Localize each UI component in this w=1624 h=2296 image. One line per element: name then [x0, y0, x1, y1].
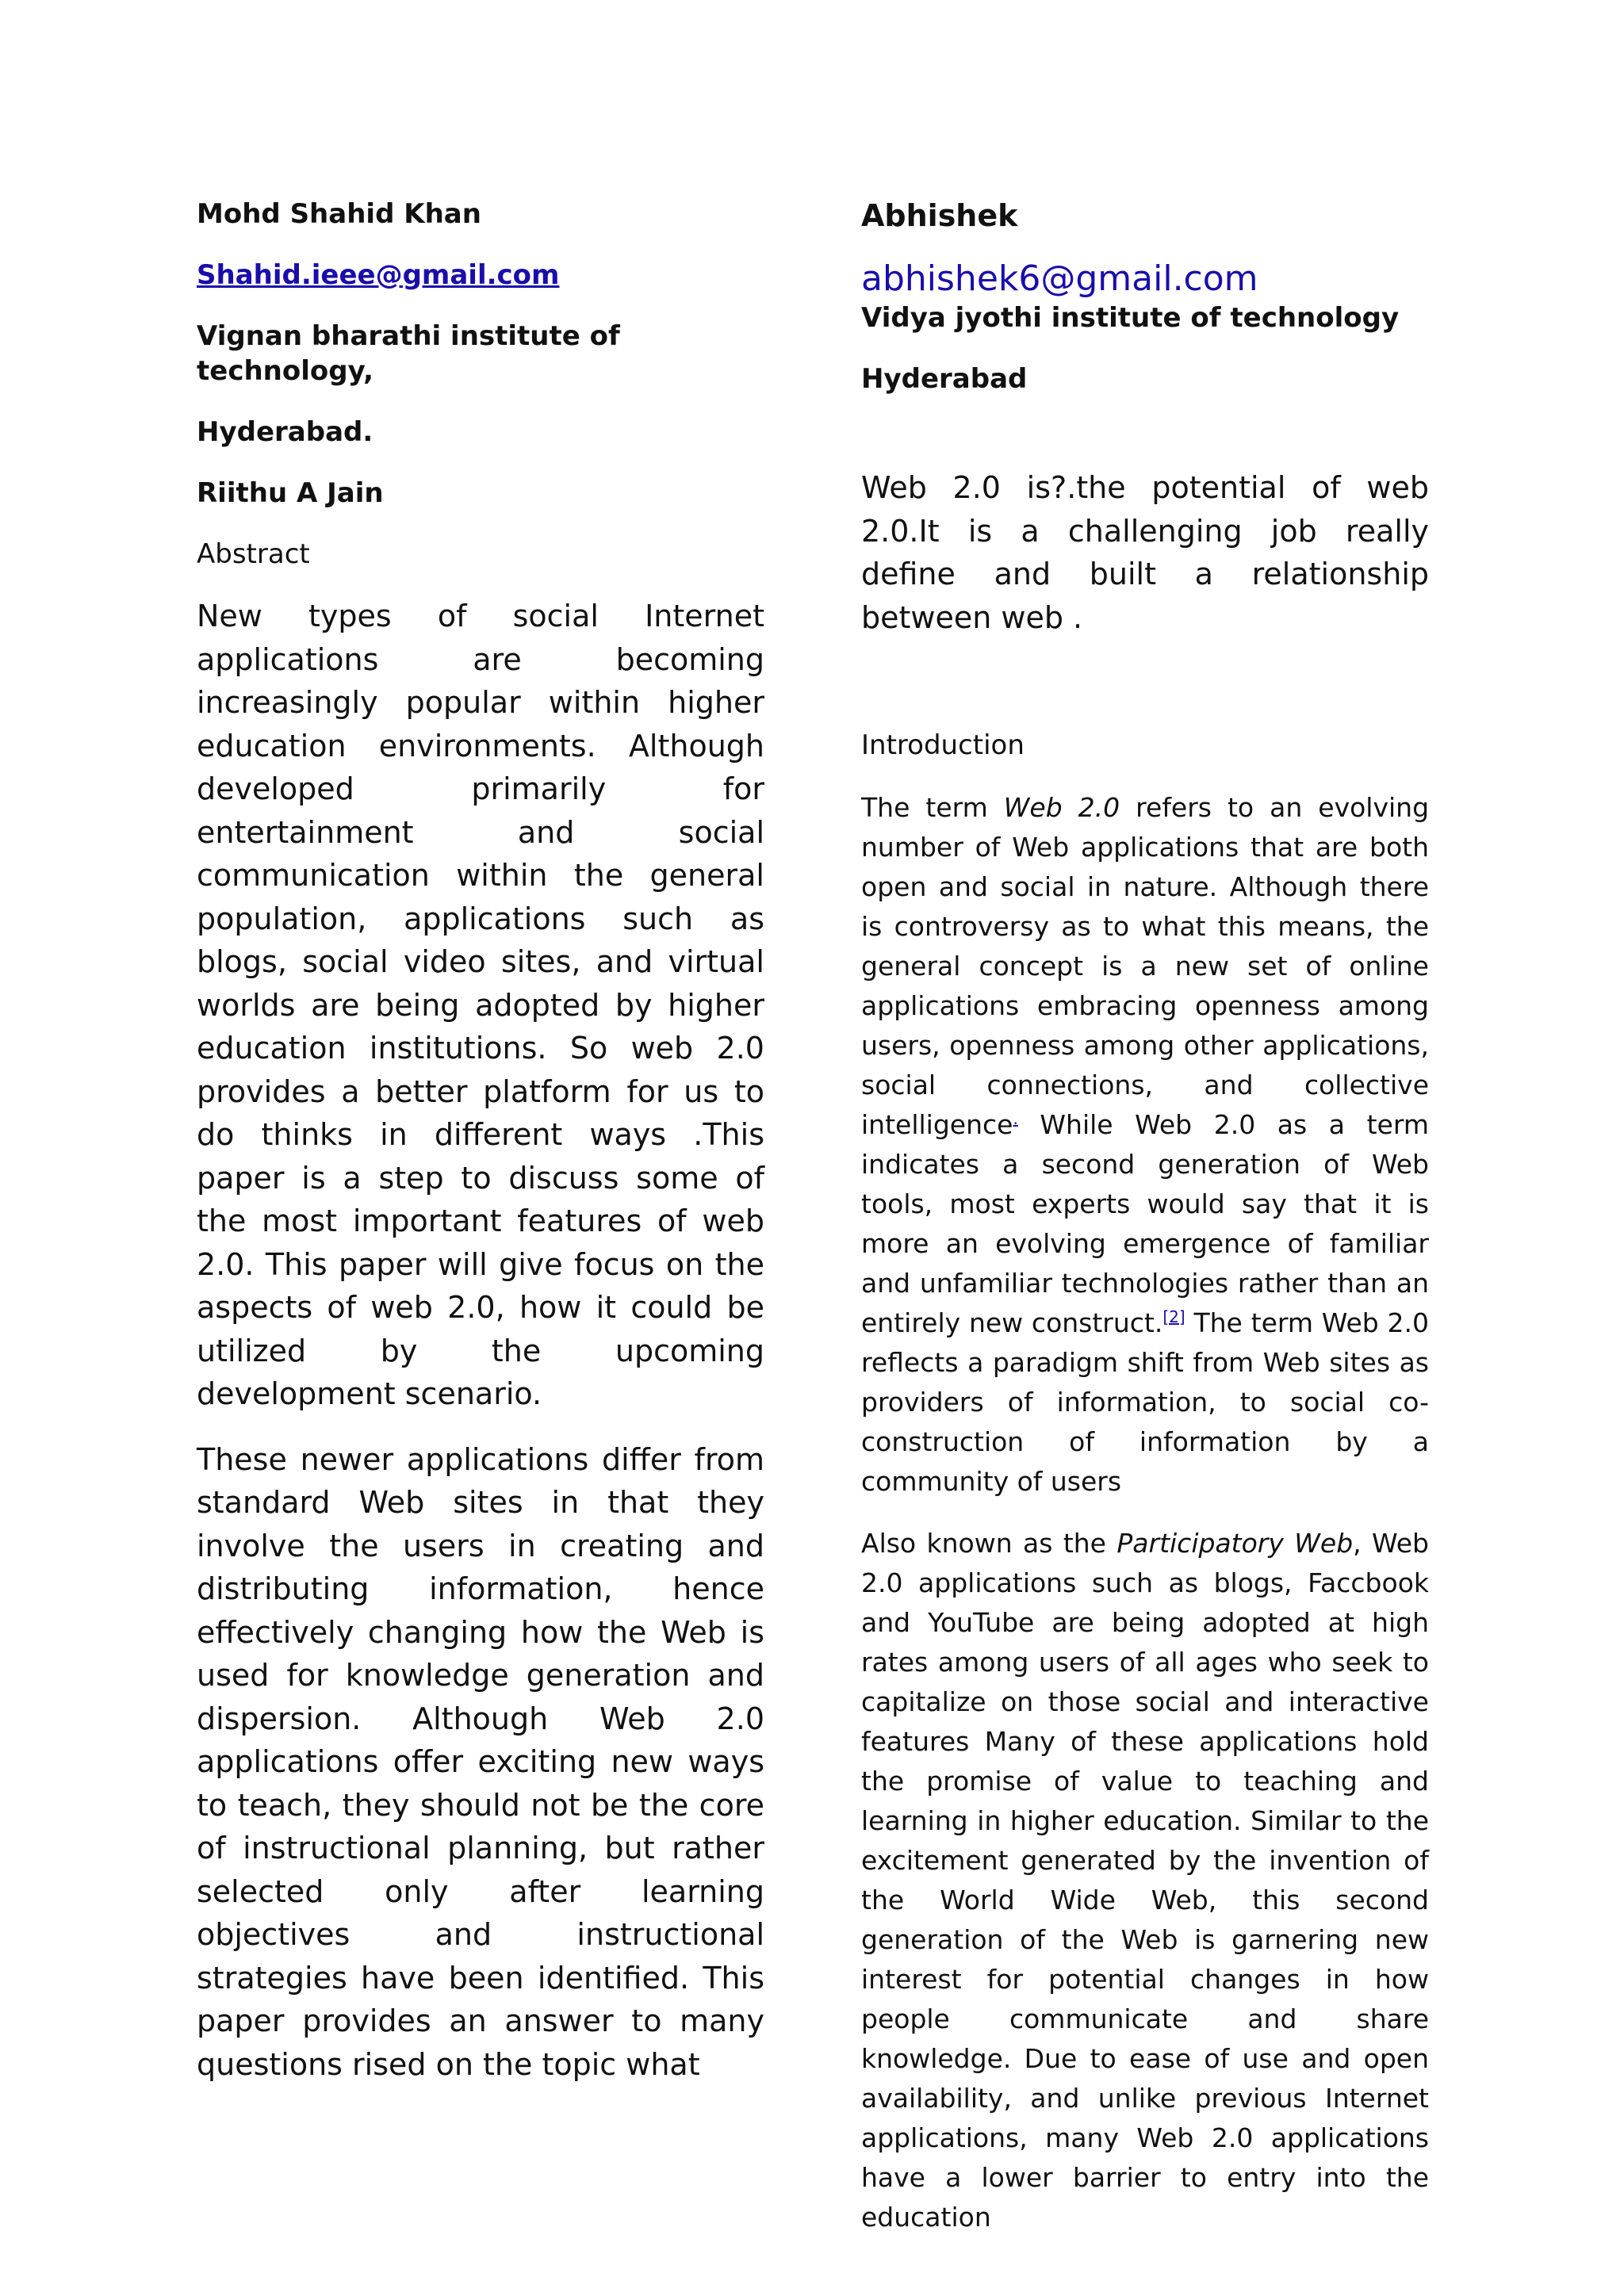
- author1-email-link[interactable]: Shahid.ieee@gmail.com: [197, 259, 560, 291]
- abstract-heading: Abstract: [197, 538, 310, 570]
- abstract-paragraph-2: These newer applications differ from standard Web sites in that they involve the users in creating and distributing information, hence effectively changing how the Web is used for knowledge generation and dispersion. Although Web 2.0 applications offer exciting new ways to teach, they should not be the core of instructional planning, but rather selected only after learning objectives and instructional strategies have been identified. This paper provides an answer to many questions rised on the topic what: [197, 1441, 764, 2082]
- author2-email-link[interactable]: abhishek6@gmail.com: [861, 258, 1258, 299]
- intro-p1-term: Web 2.0: [1003, 792, 1120, 823]
- author2-name: Abhishek: [861, 198, 1018, 233]
- footnote-marker: .: [1013, 1109, 1018, 1128]
- author1-city: Hyderabad.: [197, 416, 373, 448]
- author1-institute: Vignan bharathi institute of technology,: [197, 320, 620, 387]
- intro-p1-part-b: refers to an evolving number of Web applications that are both open and social in nature. Although there is controversy as to what this means, the general concept is a new set of online applications embracing openness among users, openness among other applications, social connections, and collective intelligence: [861, 792, 1430, 1140]
- intro-p2-term: Participatory Web: [1116, 1528, 1354, 1559]
- intro-p2-part-a: Also known as the: [861, 1528, 1106, 1559]
- right-column: [861, 190, 1429, 2237]
- author2-email-line: [861, 258, 1429, 300]
- intro-p1-part-a: The term: [861, 792, 988, 823]
- author1-email-line: [197, 258, 764, 293]
- intro-p2-part-b: , Web 2.0 applications such as blogs, Faccbook and YouTube are being adopted at high rates among users of all ages who seek to capitalize on those social and interactive features Many of these applications hold the promise of value to teaching and learning in higher education. Similar to the excitement generated by the invention of the World Wide Web, this second generation of the Web is garnering new interest for potential changes in how people communicate and share knowledge. Due to ease of use and open availability, and unlike previous Internet applications, many Web 2.0 applications have a lower barrier to entry into the education: [861, 1528, 1429, 2233]
- author2-institute: Vidya jyothi institute of technology: [861, 302, 1400, 334]
- author2-city: Hyderabad: [861, 363, 1028, 395]
- abstract-paragraph-1: New types of social Internet applications are becoming increasingly popular within higher education environments. Although developed primarily for entertainment and social communication within the general population, applications such as blogs, social video sites, and virtual worlds are being adopted by higher education institutions. So web 2.0 provides a better platform for us to do thinks in different ways .This paper is a step to discuss some of the most important features of web 2.0. This paper will give focus on the aspects of web 2.0, how it could be utilized by the upcoming development scenario.: [197, 599, 764, 1411]
- introduction-paragraph-2: [861, 1524, 1429, 2237]
- abstract-continuation: Web 2.0 is?.the potential of web 2.0.It is a challenging job really define and built a relationship between web .: [861, 470, 1429, 635]
- intro-p1-part-c: While Web 2.0 as a term indicates a second generation of Web tools, most experts would say that it is more an evolving emergence of familiar and unfamiliar technologies rather than an entirely new construct.: [861, 1109, 1429, 1338]
- intro-p1-part-d: The term Web 2.0 reflects a paradigm shift from Web sites as providers of information, to social co-construction of information by a community of users: [861, 1307, 1429, 1497]
- introduction-paragraph-1: [861, 788, 1429, 1502]
- author1-name: Mohd Shahid Khan: [197, 198, 481, 230]
- reference-link-2[interactable]: [2]: [1162, 1307, 1185, 1326]
- left-column: [197, 190, 764, 2086]
- author3-name: Riithu A Jain: [197, 477, 384, 509]
- introduction-heading: Introduction: [861, 729, 1025, 761]
